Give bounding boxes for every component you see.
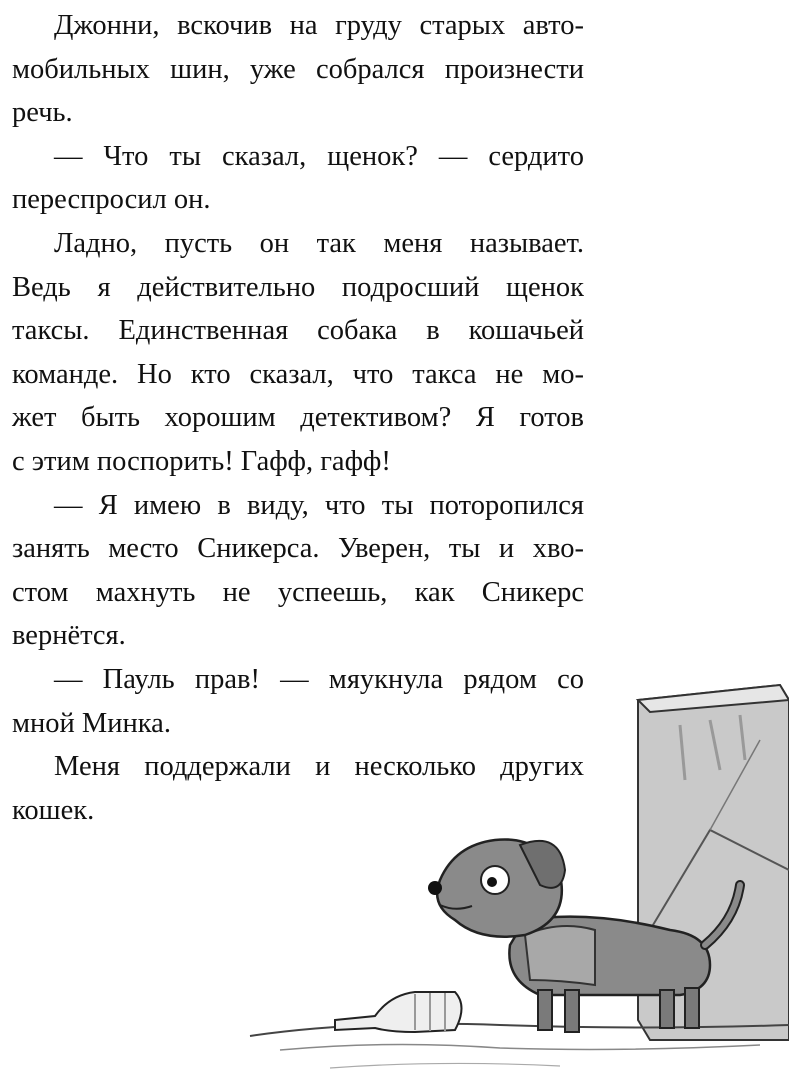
text-line: таксы. Единственная собака в кошачьей — [12, 315, 584, 347]
text-line: Меня поддержали и несколько других — [54, 751, 584, 783]
paragraph-4 — [12, 484, 584, 658]
text-line: жет быть хорошим детективом? Я готов — [12, 402, 584, 434]
paragraph-1 — [12, 4, 584, 135]
text-line: с этим поспорить! Гафф, гафф! — [12, 445, 391, 477]
text-line: — Пауль прав! — мяукнула рядом со — [54, 663, 584, 695]
text-line: кошек. — [12, 794, 95, 826]
paragraph-2 — [12, 135, 584, 222]
text-line: переспросил он. — [12, 184, 211, 216]
text-line: мной Минка. — [12, 707, 171, 739]
text-line: мобильных шин, уже собрался произнести — [12, 53, 584, 85]
text-line: стом махнуть не успеешь, как Сникерс — [12, 576, 584, 608]
bottle — [335, 992, 462, 1032]
paragraph-3 — [12, 222, 584, 484]
text-line: — Что ты сказал, щенок? — сердито — [54, 140, 584, 172]
text-line: команде. Но кто сказал, что такса не мо- — [12, 358, 584, 390]
text-line: Ладно, пусть он так меня называет. — [54, 227, 584, 259]
text-line: речь. — [12, 97, 73, 129]
dog-illustration — [240, 680, 789, 1080]
text-line: вернётся. — [12, 620, 126, 652]
text-line: Джонни, вскочив на груду старых авто- — [54, 10, 584, 41]
text-line: Ведь я действительно подросший щенок — [12, 271, 584, 303]
text-line: занять место Сникерса. Уверен, ты и хво- — [12, 533, 584, 565]
text-line: — Я имею в виду, что ты поторопился — [54, 489, 584, 521]
